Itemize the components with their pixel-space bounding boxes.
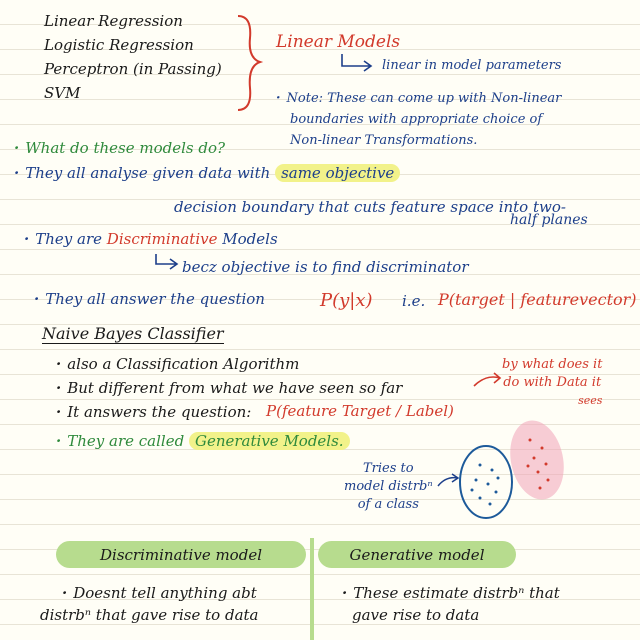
discriminative-header [56, 541, 306, 568]
discriminative-cell-line: · Doesnt tell anything abt [40, 582, 259, 604]
discriminative-header-label: Discriminative model [100, 545, 262, 564]
formula-target-feature: P(target | featurevector) [438, 290, 637, 309]
model-item: SVM [44, 84, 81, 102]
side-note-line: by what does it [502, 357, 603, 372]
generative-header-label: Generative model [349, 545, 485, 564]
model-item: Linear Regression [44, 12, 183, 30]
discriminative-line [24, 230, 278, 248]
naive-bayes-bullet: · It answers the question: [56, 400, 402, 424]
tries-note-line: Tries to [363, 461, 414, 476]
discriminative-word: Discriminative [106, 230, 218, 248]
note-line: boundaries with appropriate choice of [290, 112, 543, 127]
note-line: Non-linear Transformations. [290, 133, 478, 148]
naive-bayes-bullet: · also a Classification Algorithm [56, 352, 402, 376]
generative-header [318, 541, 516, 568]
discriminative-cell-line: distrbⁿ that gave rise to data [40, 606, 259, 624]
tries-note-line: model distrbⁿ [344, 479, 433, 494]
blue-cluster-icon [460, 446, 512, 518]
ie-text: i.e. [402, 292, 426, 310]
generative-cell [342, 582, 560, 626]
arrow-icon [470, 370, 504, 392]
same-objective-highlight: same objective [275, 164, 400, 182]
tries-note [344, 460, 433, 514]
question-prefix: · They all answer the question [34, 290, 265, 308]
tries-note-line: of a class [357, 497, 419, 512]
decision-boundary-line: decision boundary that cuts feature space into two- [174, 198, 566, 216]
side-note [502, 356, 602, 410]
analyse-prefix: · They all analyse given data with [14, 164, 270, 182]
model-item: Perceptron (in Passing) [44, 60, 222, 78]
generative-line [56, 432, 350, 450]
generative-highlight: Generative Models. [189, 432, 350, 450]
analyse-line [14, 164, 400, 182]
formula-pyx: P(y|x) [320, 290, 373, 311]
arrow-icon [152, 252, 182, 272]
discriminative-cell [40, 582, 259, 626]
generative-prefix: · They are called [56, 432, 184, 450]
decision-boundary-line2: half planes [510, 212, 588, 228]
cluster-diagram [450, 420, 570, 520]
curly-brace-icon [230, 10, 270, 115]
generative-cell-line: gave rise to data [352, 606, 480, 624]
model-item: Logistic Regression [44, 36, 194, 54]
arrow-icon [338, 52, 378, 74]
side-note-line: sees [578, 394, 603, 407]
note-block [276, 88, 561, 151]
question-heading: · What do these models do? [14, 139, 225, 157]
linear-models-title: Linear Models [276, 32, 401, 52]
model-list [44, 12, 222, 106]
naive-bayes-bullet: · But different from what we have seen so far [56, 376, 402, 400]
linear-models-subtitle: linear in model parameters [382, 58, 562, 73]
because-line: becz objective is to find discriminator [182, 258, 469, 276]
table-divider [310, 538, 314, 640]
naive-bayes-title: Naive Bayes Classifier [42, 324, 224, 343]
generative-cell-line: · These estimate distrbⁿ that [342, 582, 560, 604]
arrow-icon [436, 472, 462, 490]
note-line: · Note: These can come up with Non-linear [276, 88, 561, 109]
pink-cluster-icon [503, 420, 570, 505]
naive-bayes-formula: P(feature Target / Label) [266, 402, 454, 420]
discriminative-prefix: · They are [24, 230, 102, 248]
question-line [34, 290, 265, 308]
side-note-line: do with Data it [503, 375, 602, 390]
discriminative-suffix: Models [222, 230, 278, 248]
